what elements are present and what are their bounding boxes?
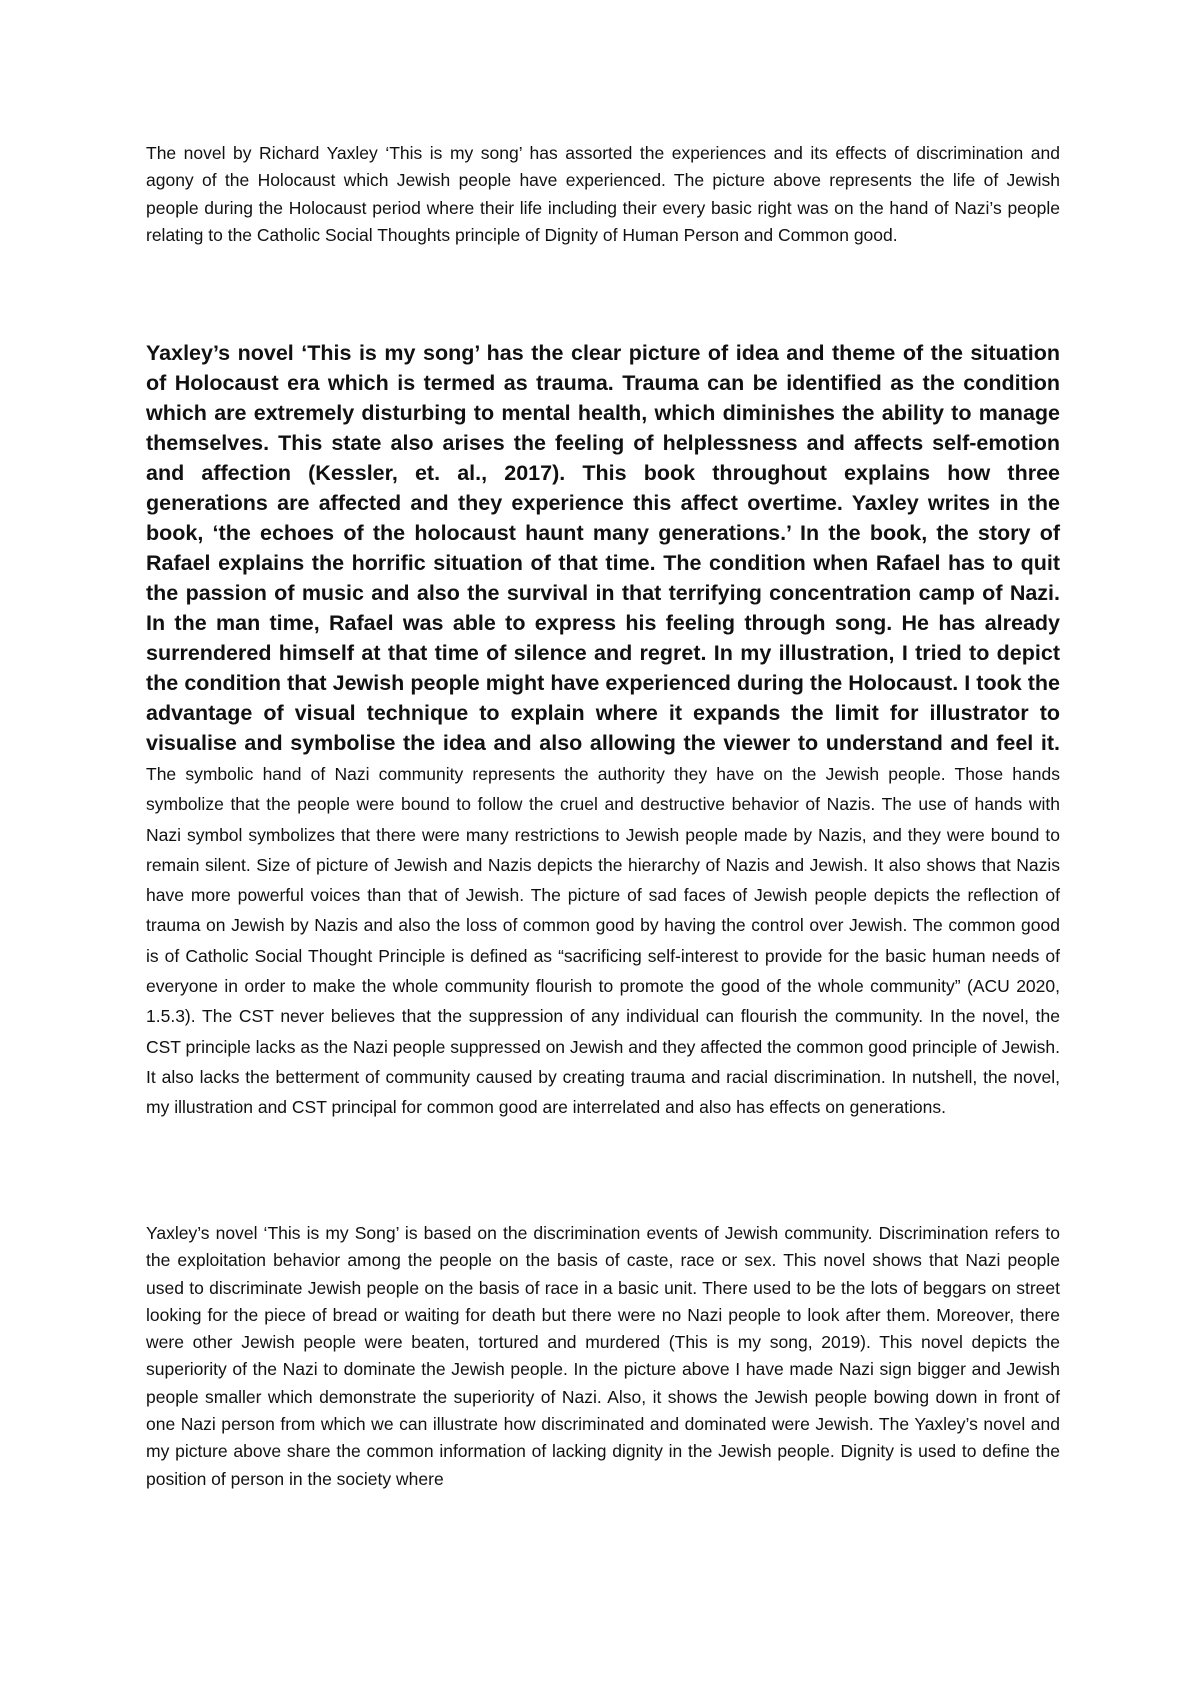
paragraph-introduction: The novel by Richard Yaxley ‘This is my song’ has assorted the experiences and its effects of discrimination and agony of the Holocaust which Jewish people have experienced. The picture above represents the life of Jewish people during the Holocaust period where their life including their every basic right was on the hand of Nazi’s people relating to the Catholic Social Thoughts principle of Dignity of Human Person and Common good.	[146, 143, 1060, 245]
paragraph-discrimination: Yaxley’s novel ‘This is my Song’ is based on the discrimination events of Jewish community. Discrimination refers to the exploitation behavior among the people on the basis of caste, race or sex. This novel shows that Nazi people used to discriminate Jewish people on the basis of race in a basic unit. There used to be the lots of beggars on street looking for the piece of bread or waiting for death but there were no Nazi people to look after them. Moreover, there were other Jewish people were beaten, tortured and murdered (This is my song, 2019). This novel depicts the superiority of the Nazi to dominate the Jewish people. In the picture above I have made Nazi sign bigger and Jewish people smaller which demonstrate the superiority of Nazi. Also, it shows the Jewish people bowing down in front of one Nazi person from which we can illustrate how discriminated and dominated were Jewish. The Yaxley’s novel and my picture above share the common information of lacking dignity in the Jewish people. Dignity is used to define the position of person in the society where	[146, 1223, 1060, 1489]
paragraph-trauma-analysis	[146, 338, 1060, 1122]
paragraph-trauma-large-text: Yaxley’s novel ‘This is my song’ has the clear picture of idea and theme of the situation of Holocaust era which is termed as trauma. Trauma can be identified as the condition which are extremely disturbing to mental health, which diminishes the ability to manage themselves. This state also arises the feeling of helplessness and affects self-emotion and affection (Kessler, et. al., 2017). This book throughout explains how three generations are affected and they experience this affect overtime. Yaxley writes in the book, ‘the echoes of the holocaust haunt many generations.’ In the book, the story of Rafael explains the horrific situation of that time. The condition when Rafael has to quit the passion of music and also the survival in that terrifying concentration camp of Nazi. In the man time, Rafael was able to express his feeling through song. He has already surrendered himself at that time of silence and regret. In my illustration, I tried to depict the condition that Jewish people might have experienced during the Holocaust. I took the advantage of visual technique to explain where it expands the limit for illustrator to visualise and symbolise the idea and also allowing the viewer to understand and feel it.	[146, 341, 1060, 755]
paragraph-trauma-small-text: The symbolic hand of Nazi community represents the authority they have on the Jewish people. Those hands symbolize that the people were bound to follow the cruel and destructive behavior of Nazis. The use of hands with Nazi symbol symbolizes that there were many restrictions to Jewish people made by Nazis, and they were bound to remain silent. Size of picture of Jewish and Nazis depicts the hierarchy of Nazis and Jewish. It also shows that Nazis have more powerful voices than that of Jewish. The picture of sad faces of Jewish people depicts the reflection of trauma on Jewish by Nazis and also the loss of common good by having the control over Jewish. The common good is of Catholic Social Thought Principle is defined as “sacrificing self-interest to provide for the basic human needs of everyone in order to make the whole community flourish to promote the good of the whole community” (ACU 2020, 1.5.3). The CST never believes that the suppression of any individual can flourish the community. In the novel, the CST principle lacks as the Nazi people suppressed on Jewish and they affected the common good principle of Jewish. It also lacks the betterment of community caused by creating trauma and racial discrimination. In nutshell, the novel, my illustration and CST principal for common good are interrelated and also has effects on generations.	[146, 764, 1060, 1118]
